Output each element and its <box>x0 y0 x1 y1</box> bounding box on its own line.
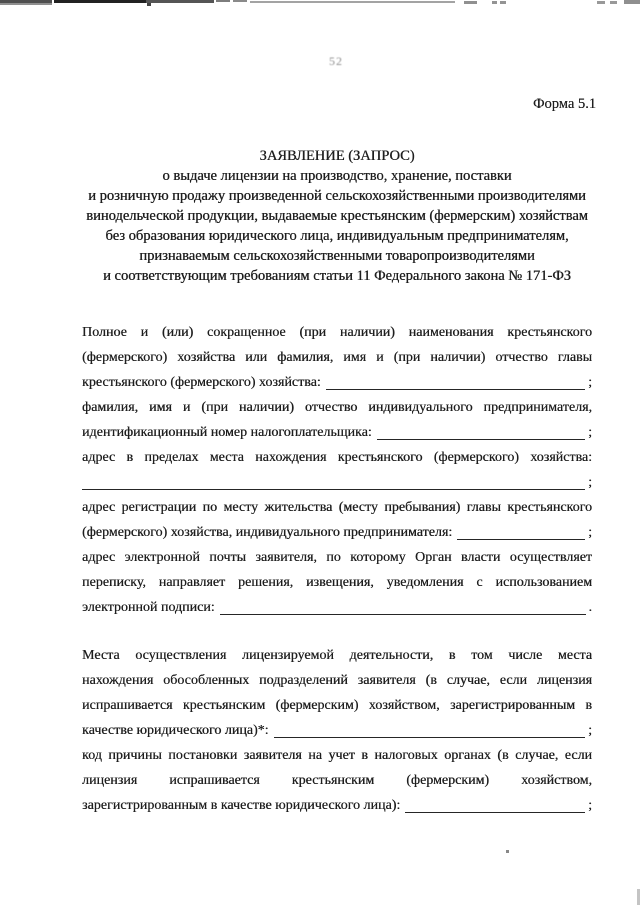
blank-underline <box>457 539 585 540</box>
blank-field-line <box>82 595 592 620</box>
scan-artifact-top <box>624 0 640 4</box>
text-line: адрес регистрации по месту жительства (месту пребывания) главы крестьянского <box>82 500 592 515</box>
title-line: признаваемым сельскохозяйственными товаропроизводителями <box>139 248 535 264</box>
scan-artifact-top <box>146 0 214 3</box>
field-punctuation: ; <box>588 525 592 540</box>
text-line: Полное и (или) сокращенное (при наличии) наименования крестьянского <box>82 325 592 340</box>
title-line: винодельческой продукции, выдаваемые крестьянским (фермерским) хозяйствам <box>86 208 588 224</box>
field-punctuation: ; <box>588 375 592 390</box>
scan-artifact-top <box>250 1 455 3</box>
scan-artifact-top <box>0 3 52 5</box>
blank-field-line <box>82 370 592 395</box>
text-line: переписку, направляет решения, извещения, уведомления с использованием <box>82 575 592 590</box>
text-line: адрес в пределах места нахождения крестьянского (фермерского) хозяйства: <box>82 450 592 465</box>
scan-artifact-top <box>216 0 230 2</box>
document-title <box>82 146 592 286</box>
field-label: крестьянского (фермерского) хозяйства: <box>82 375 321 390</box>
field-punctuation: . <box>588 600 592 615</box>
blank-underline <box>274 737 586 738</box>
blank-underline <box>220 614 586 615</box>
blank-field-line <box>82 470 592 495</box>
text-line: испрашивается крестьянским (фермерским) хозяйством, зарегистрированным в <box>82 698 592 713</box>
blank-field-line <box>82 718 592 743</box>
page-number: 52 <box>329 54 343 68</box>
paragraph-block-1 <box>82 320 592 620</box>
field-label: качестве юридического лица)*: <box>82 723 269 738</box>
text-line: лицензия испрашивается крестьянским (фермерским) хозяйством, <box>82 773 592 788</box>
scan-artifact-top <box>233 0 247 2</box>
title-line: о выдаче лицензии на производство, хранение, поставки <box>162 168 512 184</box>
blank-underline <box>82 489 585 490</box>
text-line: адрес электронной почты заявителя, по которому Орган власти осуществляет <box>82 550 592 565</box>
text-line: нахождения обособленных подразделений заявителя (в случае, если лицензия <box>82 673 592 688</box>
blank-underline <box>405 812 585 813</box>
scan-artifact-top <box>610 1 617 4</box>
blank-field-line <box>82 793 592 818</box>
blank-field-line <box>82 520 592 545</box>
field-punctuation: ; <box>588 723 592 738</box>
title-line: и розничную продажу произведенной сельскохозяйственными производителями <box>88 188 586 204</box>
field-label: зарегистрированным в качестве юридического лица): <box>82 798 401 813</box>
scan-artifact-top <box>54 0 146 3</box>
blank-underline <box>377 439 585 440</box>
title-line: без образования юридического лица, индивидуальным предпринимателям, <box>105 228 569 244</box>
field-punctuation: ; <box>588 798 592 813</box>
blank-field-line <box>82 420 592 445</box>
title-line: ЗАЯВЛЕНИЕ (ЗАПРОС) <box>259 148 415 164</box>
field-label: (фермерского) хозяйства, индивидуального предпринимателя: <box>82 525 453 540</box>
field-label: идентификационный номер налогоплательщика: <box>82 425 372 440</box>
scan-artifact-top <box>597 1 605 4</box>
paragraph-block-2 <box>82 643 592 818</box>
field-label: электронной подписи: <box>82 600 215 615</box>
scan-artifact-top <box>500 1 506 4</box>
text-line: Места осуществления лицензируемой деятельности, в том числе места <box>82 648 592 663</box>
scan-artifact-top <box>464 1 477 4</box>
scan-artifact-top <box>492 1 497 4</box>
field-punctuation: ; <box>588 475 592 490</box>
title-line: и соответствующим требованиям статьи 11 Федерального закона № 171-ФЗ <box>103 268 571 284</box>
blank-underline <box>326 389 585 390</box>
text-line: код причины постановки заявителя на учет в налоговых органах (в случае, если <box>82 748 592 763</box>
text-line: (фермерского) хозяйства или фамилия, имя и (при наличии) отчество главы <box>82 350 592 365</box>
text-line: фамилия, имя и (при наличии) отчество индивидуального предпринимателя, <box>82 400 592 415</box>
form-label: Форма 5.1 <box>533 96 596 112</box>
scan-speck <box>506 850 509 853</box>
field-punctuation: ; <box>588 425 592 440</box>
scan-artifact-top <box>147 3 151 6</box>
